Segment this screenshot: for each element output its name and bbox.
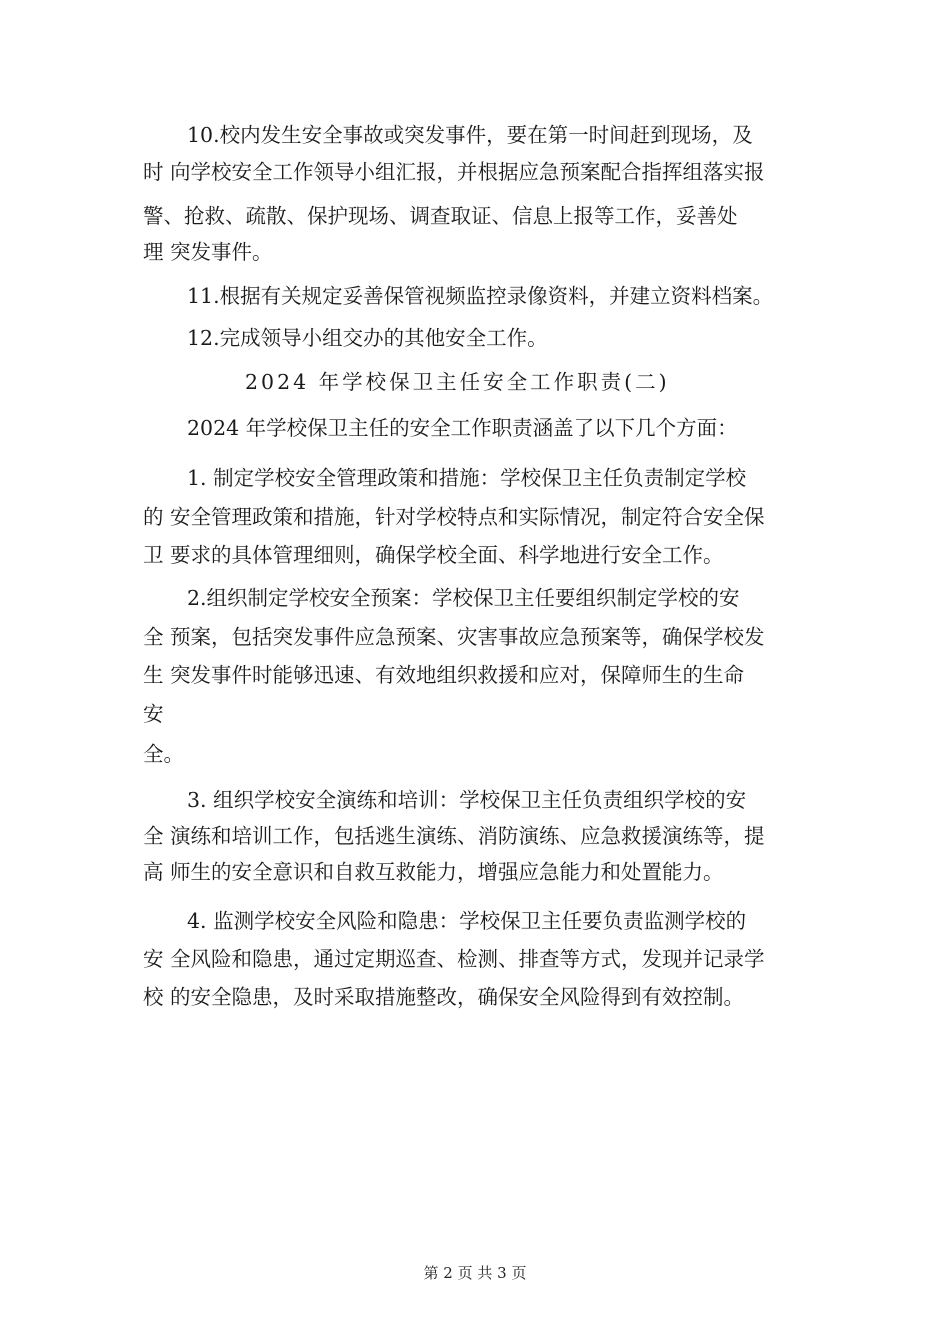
item-1-line-3: 卫 要求的具体管理细则，确保学校全面、科学地进行安全工作。 — [143, 543, 724, 567]
item-3-line-2: 全 演练和培训工作，包括逃生演练、消防演练、应急救援演练等，提 — [143, 824, 765, 848]
item-4-line-2: 安 全风险和隐患，通过定期巡查、检测、排查等方式，发现并记录学 — [143, 947, 765, 971]
item-4-line-1: 4. 监测学校安全风险和隐患：学校保卫主任要负责监测学校的 — [187, 909, 747, 933]
paragraph-11: 11.根据有关规定妥善保管视频监控录像资料，并建立资料档案。 — [187, 284, 774, 308]
item-1-line-1: 1. 制定学校安全管理政策和措施：学校保卫主任负责制定学校 — [187, 466, 747, 490]
item-2-line-2: 全 预案，包括突发事件应急预案、灾害事故应急预案等，确保学校发 — [143, 625, 765, 649]
paragraph-10-line-4: 理 突发事件。 — [143, 240, 273, 264]
paragraph-10-line-1: 10.校内发生安全事故或突发事件，要在第一时间赶到现场，及 — [187, 123, 753, 147]
item-2-line-4: 安 — [143, 702, 164, 726]
intro-paragraph: 2024 年学校保卫主任的安全工作职责涵盖了以下几个方面： — [187, 416, 738, 440]
item-1-line-2: 的 安全管理政策和措施，针对学校特点和实际情况，制定符合安全保 — [143, 505, 765, 529]
paragraph-10-line-2: 时 向学校安全工作领导小组汇报，并根据应急预案配合指挥组落实报 — [143, 160, 765, 184]
item-2-line-1: 2.组织制定学校安全预案：学校保卫主任要组织制定学校的安 — [187, 586, 740, 610]
section-title: 2024 年学校保卫主任安全工作职责(二) — [245, 370, 670, 394]
item-3-line-3: 高 师生的安全意识和自救互救能力，增强应急能力和处置能力。 — [143, 860, 724, 884]
item-4-line-3: 校 的安全隐患，及时采取措施整改，确保安全风险得到有效控制。 — [143, 985, 745, 1009]
paragraph-10-line-3: 警、抢救、疏散、保护现场、调查取证、信息上报等工作，妥善处 — [143, 204, 738, 228]
item-2-line-5: 全。 — [143, 742, 184, 766]
paragraph-12: 12.完成领导小组交办的其他安全工作。 — [187, 326, 548, 350]
item-3-line-1: 3. 组织学校安全演练和培训：学校保卫主任负责组织学校的安 — [187, 788, 747, 812]
page-number-footer: 第 2 页 共 3 页 — [423, 1264, 527, 1282]
item-2-line-3: 生 突发事件时能够迅速、有效地组织救援和应对，保障师生的生命 — [143, 663, 745, 687]
